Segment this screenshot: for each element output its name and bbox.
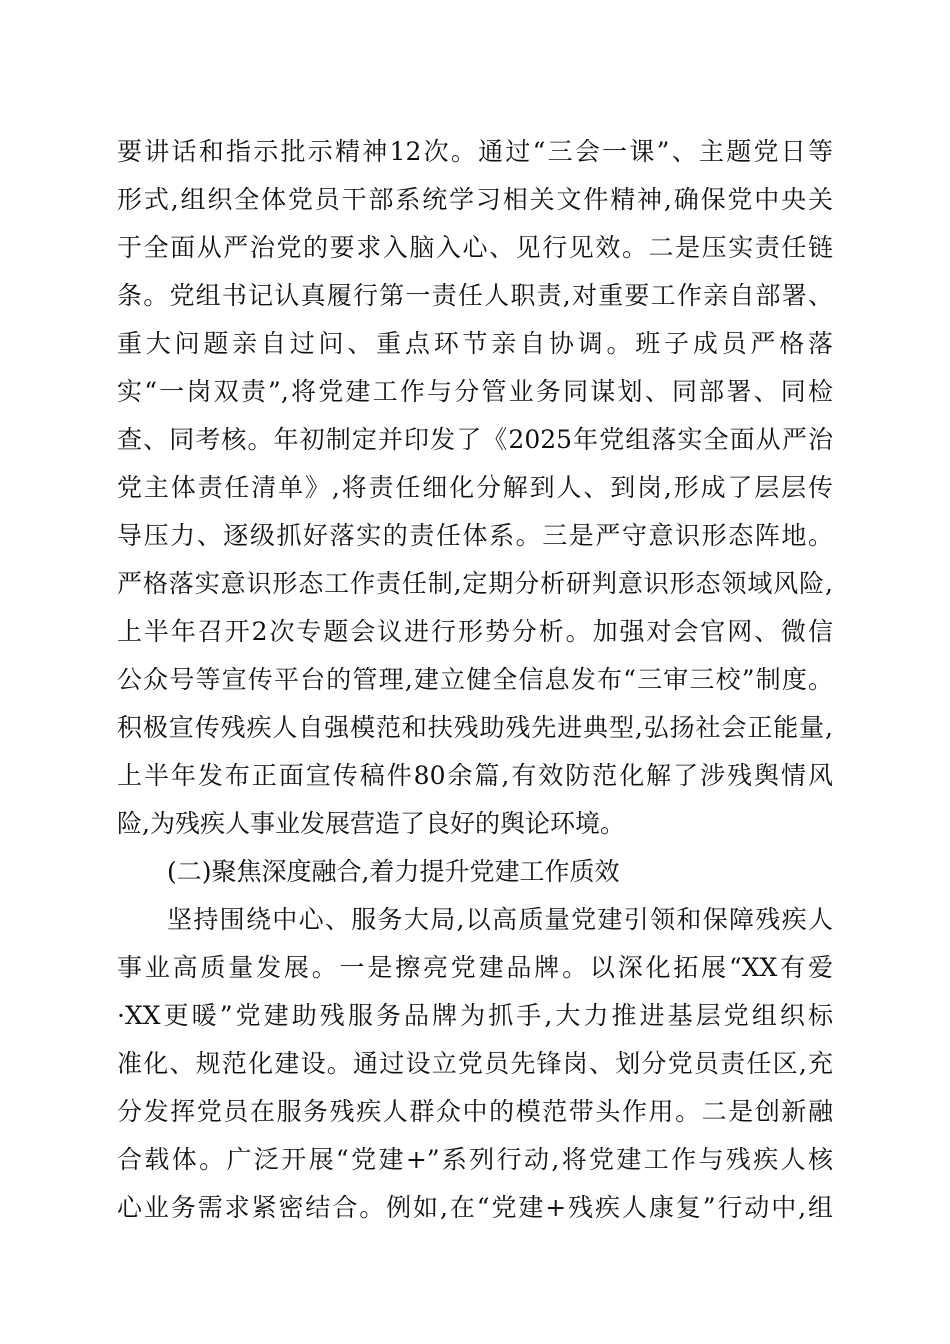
body-text-line: 条。党组书记认真履行第一责任人职责,对重要工作亲自部署、: [117, 281, 833, 310]
body-text-line: 心业务需求紧密结合。例如,在“党建+残疾人康复”行动中,组: [117, 1193, 833, 1222]
body-text-line: 积极宣传残疾人自强模范和扶残助残先进典型,弘扬社会正能量,: [117, 713, 833, 742]
body-text-line: 分发挥党员在服务残疾人群众中的模范带头作用。二是创新融: [117, 1097, 833, 1126]
body-text-line: ·XX更暖”党建助残服务品牌为抓手,大力推进基层党组织标: [117, 1001, 833, 1030]
body-text-line: 实“一岗双责”,将党建工作与分管业务同谋划、同部署、同检: [117, 377, 833, 406]
body-text-line: 重大问题亲自过问、重点环节亲自协调。班子成员严格落: [117, 329, 833, 358]
body-text-line: 合载体。广泛开展“党建+”系列行动,将党建工作与残疾人核: [117, 1145, 833, 1174]
body-text-line: 党主体责任清单》,将责任细化分解到人、到岗,形成了层层传: [117, 473, 833, 502]
body-text-line: 准化、规范化建设。通过设立党员先锋岗、划分党员责任区,充: [117, 1049, 833, 1078]
section-heading: (二)聚焦深度融合,着力提升党建工作质效: [167, 857, 620, 886]
body-text-line: 事业高质量发展。一是擦亮党建品牌。以深化拓展“XX有爱: [117, 953, 833, 982]
body-text-line: 形式,组织全体党员干部系统学习相关文件精神,确保党中央关: [117, 185, 833, 214]
body-text-line: 查、同考核。年初制定并印发了《2025年党组落实全面从严治: [117, 425, 833, 454]
body-text-line: 公众号等宣传平台的管理,建立健全信息发布“三审三校”制度。: [117, 665, 833, 694]
body-text-line: 险,为残疾人事业发展营造了良好的舆论环境。: [117, 809, 625, 838]
body-text-line: 上半年发布正面宣传稿件80余篇,有效防范化解了涉残舆情风: [117, 761, 833, 790]
body-text-line: 严格落实意识形态工作责任制,定期分析研判意识形态领域风险,: [117, 569, 833, 598]
body-text-line: 导压力、逐级抓好落实的责任体系。三是严守意识形态阵地。: [117, 521, 833, 550]
body-text-line: 上半年召开2次专题会议进行形势分析。加强对会官网、微信: [117, 617, 833, 646]
body-text-line: 于全面从严治党的要求入脑入心、见行见效。二是压实责任链: [117, 233, 833, 262]
body-text-line: 要讲话和指示批示精神12次。通过“三会一课”、主题党日等: [117, 137, 833, 166]
body-text-line: 坚持围绕中心、服务大局,以高质量党建引领和保障残疾人: [167, 905, 833, 934]
